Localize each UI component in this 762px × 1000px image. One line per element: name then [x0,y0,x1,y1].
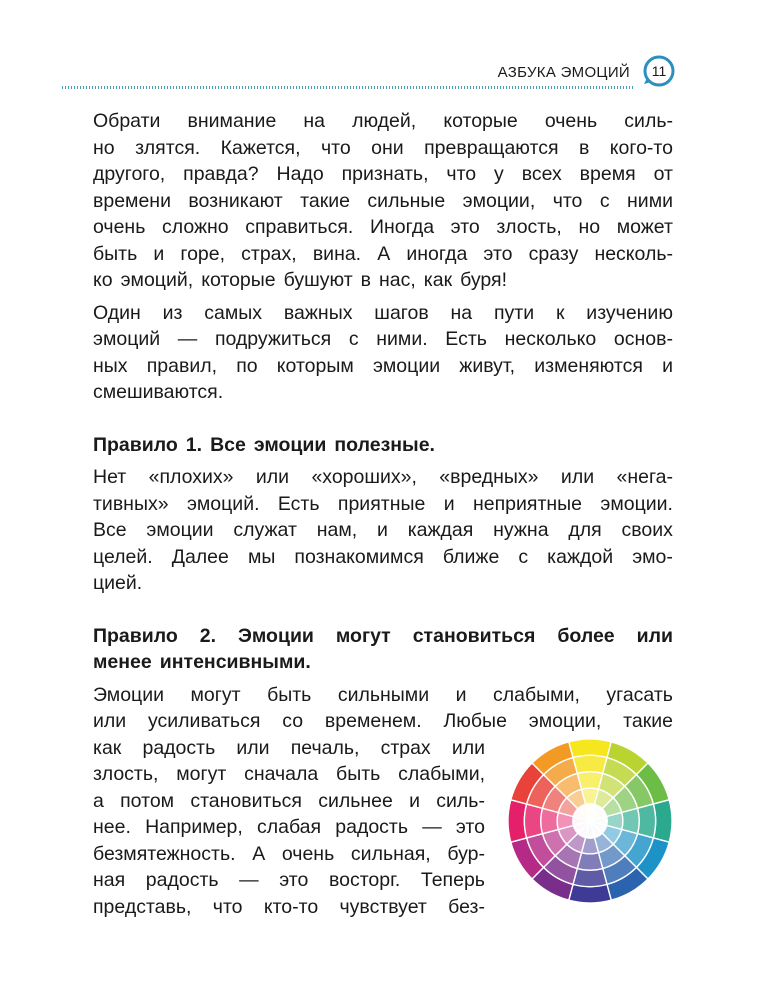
text-line: ко эмоций, которые бушуют в нас, как буря! [93,269,508,291]
text-line: но злятся. Кажется, что они превращаются в кого-то [93,136,673,159]
running-title: АЗБУКА ЭМОЦИЙ [497,64,630,81]
text-line: другого, правда? Надо признать, что у всех время от [93,163,673,185]
rule-1-heading: Правило 1. Все эмоции полезные. [93,433,435,456]
text-line: безмятежность. А очень сильная, бур- [93,842,485,865]
text-line: представь, что кто-то чувствует без- [93,895,485,918]
text-line: времени возникают такие сильные эмоции, что с ними [93,189,673,212]
text-line: целей. Далее мы познакомимся ближе с каждой эмо- [93,545,673,568]
text-line: а потом становиться сильнее и силь- [93,789,485,812]
color-wheel-illustration [505,731,675,911]
text-line: цией. [93,572,143,594]
text-line: или усиливаться со временем. Любые эмоции, такие [93,710,673,732]
text-line: Нет «плохих» или «хороших», «вредных» или «нега- [93,466,673,488]
rule-1-body [93,464,673,597]
text-line: как радость или печаль, страх или [93,736,485,759]
color-wheel-segment [573,755,607,773]
text-line: Все эмоции служат нам, и каждая нужна для своих [93,519,673,541]
text-line: злость, могут сначала быть слабыми, [93,763,485,785]
text-line: тивных» эмоций. Есть приятные и неприятные эмоции. [93,492,673,515]
text-line: ная радость — это восторг. Теперь [93,869,485,891]
intro-paragraph-1 [93,108,673,294]
rule-2-heading-line-2: менее интенсивными. [93,651,311,673]
page-number: 11 [651,63,667,79]
text-line: Обрати внимание на людей, которые очень силь- [93,110,673,132]
wrapped-text-column [93,735,485,921]
page-number-badge [642,54,676,88]
intro-paragraph-2 [93,300,673,406]
text-line: ных правил, по которым эмоции живут, изменяются и [93,354,673,377]
header-dotted-rule [62,86,634,89]
rule-2-heading-line-1: Правило 2. Эмоции могут становиться более или [93,624,673,647]
text-line: Эмоции могут быть сильными и слабыми, угасать [93,683,673,706]
text-line: Один из самых важных шагов на пути к изучению [93,301,673,324]
color-wheel-segment [573,869,607,887]
color-wheel-center [572,803,608,839]
text-line: быть и горе, страх, вина. А иногда это сразу несколь- [93,242,673,265]
color-wheel-segment [524,804,542,838]
color-wheel-segment [638,804,656,838]
text-line: эмоций — подружиться с ними. Есть несколько основ- [93,328,673,350]
text-line: нее. Например, слабая радость — это [93,816,485,838]
text-line: смешиваются. [93,381,224,403]
text-line: очень сложно справиться. Иногда это злость, но может [93,216,673,238]
page-header [62,54,676,94]
